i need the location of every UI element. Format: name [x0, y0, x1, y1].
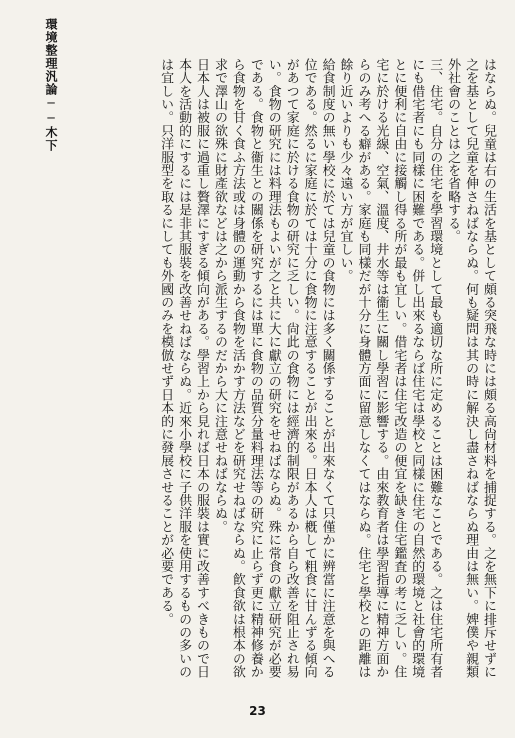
page-number: 23 — [249, 704, 266, 718]
paragraph-housing: 三、住宅。自分の住宅を學習環境として最も適切な所に定めることは困難なことである。之は住宅所有者にも借宅者にも同樣に困難である。併し出來るならば住宅は學校と同樣に住宅の自然的環境と社會的環境とに便利に自由に接觸し得る所が最も宜しい。借宅者は住宅改造の便宜を缺き住宅鑑査の考に乏しい。住宅に於ける光線、空氣、溫度、井水等は衞生に關し學習に影響する。由來教育者は學習指導に精神方面からのみ考へる癖がある。家庭も同樣だが十分に身體方面に留意しなくてはならぬ。住宅と學校との距離は餘り近いよりも少々遠い方が宜しい。 — [337, 58, 443, 679]
text-column — [42, 58, 497, 688]
paragraph-child-environment: はならぬ。兒童は右の生活を基として頗る突飛な時には頗る高尙材料を捕捉する。之を無下に排斥せずに之を基として兒童を伸さねばならぬ。何も疑問は其の時に解決し盡さねばならぬ理由は無い。婢僕や親類外社會のことは之を省略する。 — [445, 58, 496, 679]
paragraph-clothing: 日本人は被服に過重し贅澤にすぎる傾向がある。學習上から見れば日本の服裝は實に改善すべきもので日本人を活動的にするには是非其服裝を改善せねばならぬ。近來小學校に子供洋服を使用するものの多いのは宜しい。只洋服型を取るにしても外國のみを模倣せず日本的に發展させることが必要である。 — [158, 58, 209, 679]
running-head-text: 環境整理汎論──木下 — [44, 18, 58, 152]
paragraph-food: 給食制度の無い學校に於ては兒童の食物には多く關係することが出來なくて只僅かに辨當に注意を與へる位である。然るに家庭に於ては十分に食物に注意することが出來る。日本人は槪して粗食に甘んずる傾向があつて家庭に於ける食物の研究に乏しい。尙此の食物には經濟的制限があるから自ら改善を阻止され易い。食物の研究には料理法もよいが之と共に大に獻立の研究をせねばならぬ。殊に常食の獻立研究が必要である。食物と衞生との關係を研究するには單に食物の品質分量料理法等の研究に止らず更に精神修養から食物を甘く食ふ方法或は身體の運動から食物を活かす方法などを研究せねばならぬ。飮食欲は根本の欲求で澤山の欲殊に財產欲などは之から派生するのだから大に注意せねばならぬ。 — [211, 58, 335, 679]
body-text — [42, 58, 497, 688]
